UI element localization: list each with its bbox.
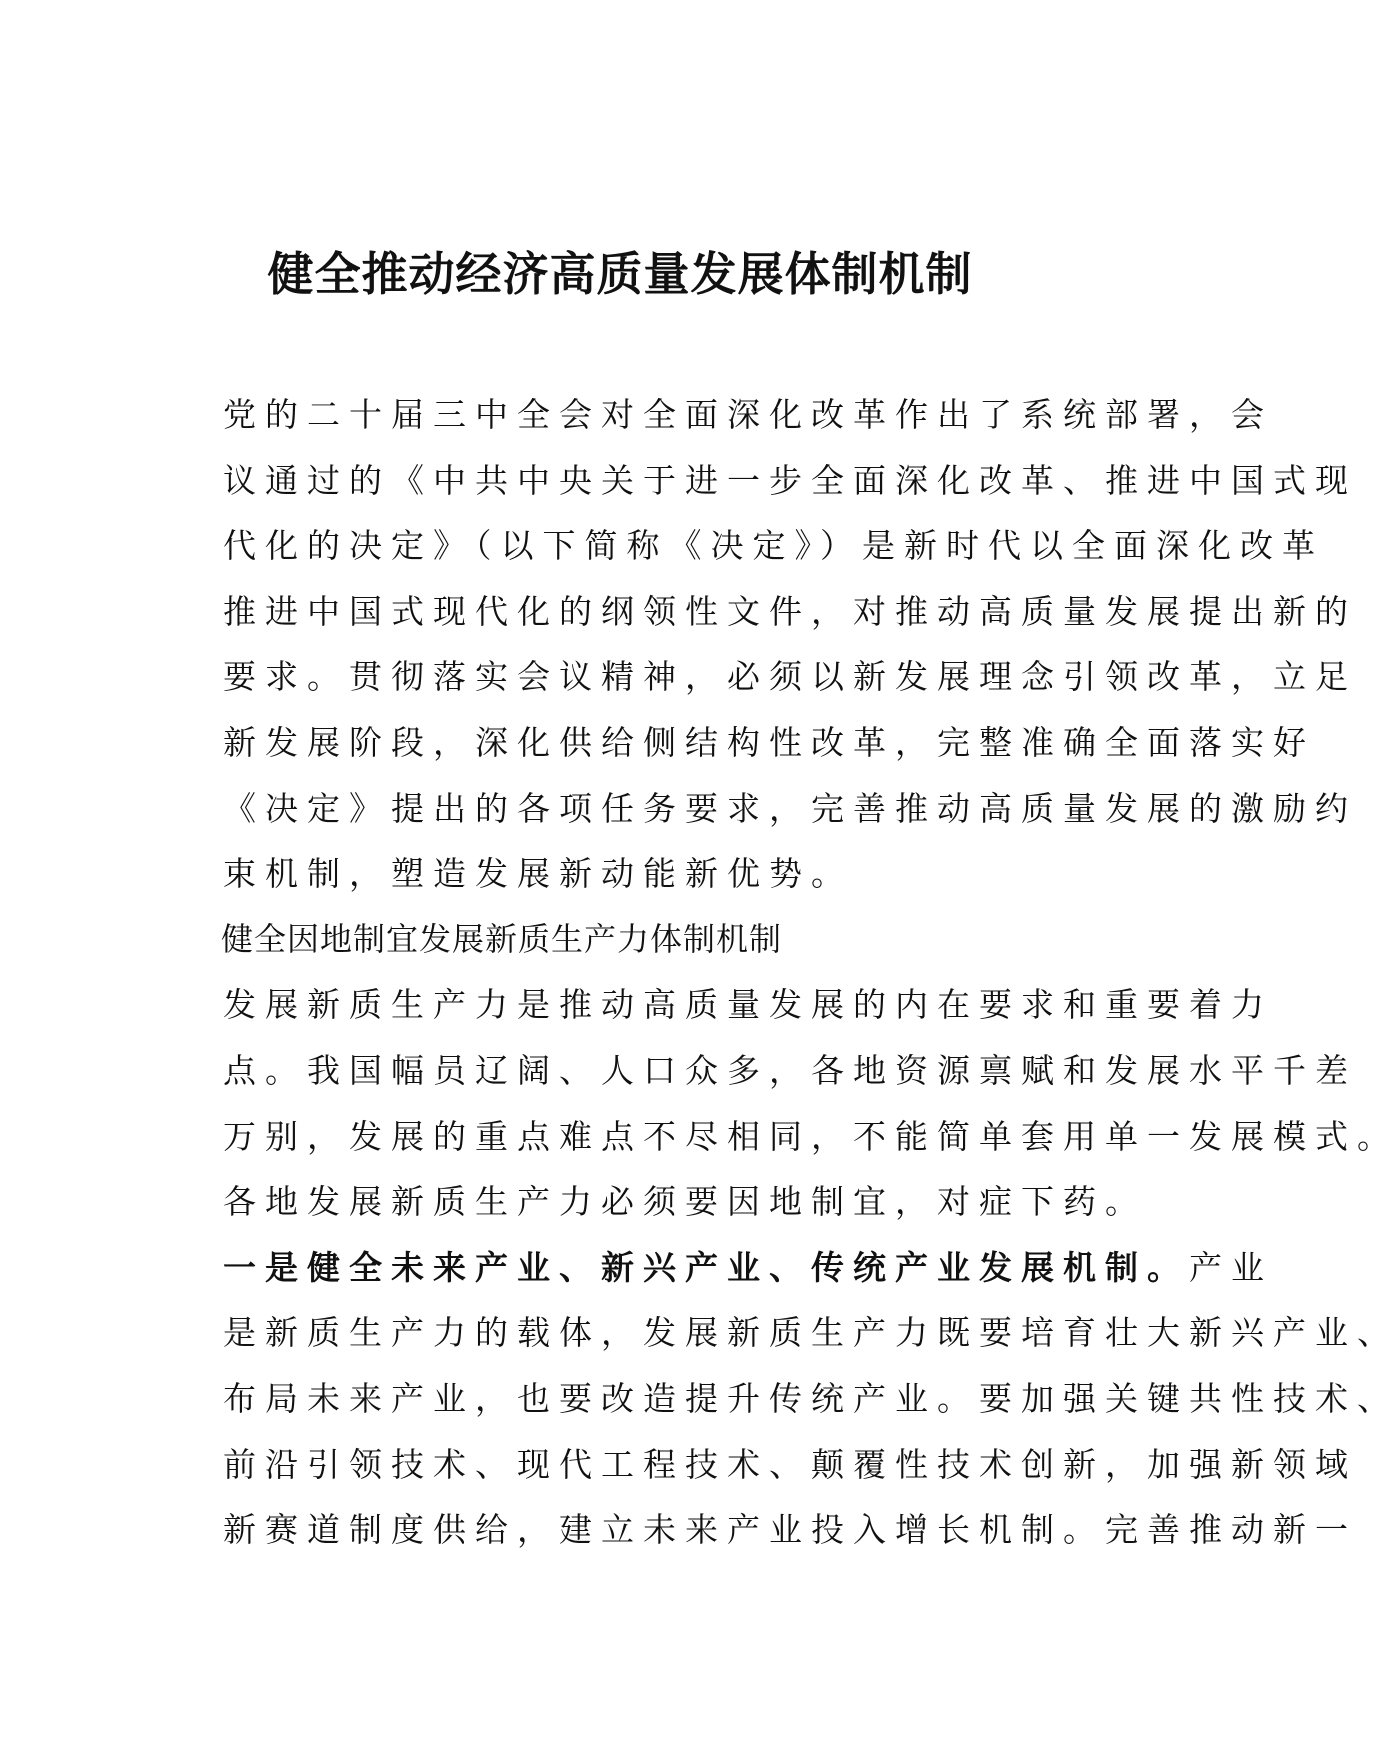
text-line xyxy=(157,1235,1273,1301)
text-line: 新赛道制度供给，建立未来产业投入增长机制。完善推动新一 xyxy=(223,1510,1357,1550)
text-line: 要求。贯彻落实会议精神，必须以新发展理念引领改革，立足 xyxy=(223,657,1357,697)
text-line: 新发展阶段，深化供给侧结构性改革，完整准确全面落实好 xyxy=(223,722,1315,762)
document-body xyxy=(157,382,1399,1563)
text-line: 《决定》提出的各项任务要求，完善推动高质量发展的激励约 xyxy=(223,788,1357,828)
text-line: 推进中国式现代化的纲领性文件，对推动高质量发展提出新的 xyxy=(223,591,1357,631)
section-heading: 健全因地制宜发展新质生产力体制机制 xyxy=(221,919,783,958)
text-line: 发展新质生产力是推动高质量发展的内在要求和重要着力 xyxy=(223,985,1273,1025)
paragraph-intro xyxy=(157,382,1357,907)
document-title: 健全推动经济高质量发展体制机制 xyxy=(267,247,973,301)
text-line: 是新质生产力的载体，发展新质生产力既要培育壮大新兴产业、 xyxy=(223,1313,1399,1353)
paragraph-lead-rest: 产业 xyxy=(1189,1247,1273,1287)
text-line: 万别，发展的重点难点不尽相同，不能简单套用单一发展模式。 xyxy=(223,1116,1399,1156)
paragraph-lead-bold: 一是健全未来产业、新兴产业、传统产业发展机制。 xyxy=(223,1247,1189,1287)
text-line: 前沿引领技术、现代工程技术、颠覆性技术创新，加强新领域 xyxy=(223,1444,1357,1484)
text-line: 代化的决定》（以下简称《决定》）是新时代以全面深化改革 xyxy=(223,526,1324,566)
paragraph-industry xyxy=(157,1235,1399,1563)
text-line: 各地发展新质生产力必须要因地制宜，对症下药。 xyxy=(223,1182,1147,1222)
text-line: 布局未来产业，也要改造提升传统产业。要加强关键共性技术、 xyxy=(223,1378,1399,1418)
paragraph-new-productivity xyxy=(157,972,1399,1234)
text-line: 党的二十届三中全会对全面深化改革作出了系统部署，会 xyxy=(223,395,1273,434)
text-line: 束机制，塑造发展新动能新优势。 xyxy=(223,854,853,894)
text-line: 点。我国幅员辽阔、人口众多，各地资源禀赋和发展水平千差 xyxy=(223,1050,1357,1090)
text-line: 议通过的《中共中央关于进一步全面深化改革、推进中国式现 xyxy=(223,460,1357,500)
